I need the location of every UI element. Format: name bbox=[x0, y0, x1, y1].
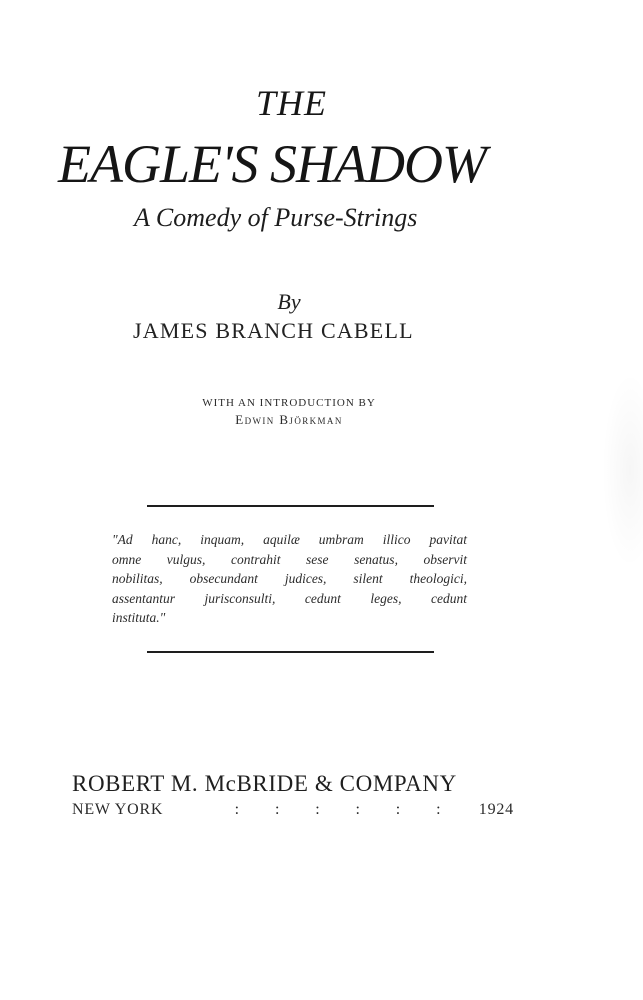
epigraph-line: "Ad hanc, inquam, aquilæ umbram illico pavitat bbox=[112, 532, 467, 547]
imprint-line bbox=[72, 801, 514, 819]
by-label: By bbox=[277, 289, 301, 314]
author-name: JAMES BRANCH CABELL bbox=[133, 318, 414, 343]
book-title: EAGLE'S SHADOW bbox=[58, 134, 486, 194]
epigraph bbox=[112, 530, 467, 628]
epigraph-line: nobilitas, obsecundant judices, silent theologici, bbox=[112, 571, 467, 586]
separator: : bbox=[234, 801, 240, 818]
bottom-divider bbox=[147, 651, 434, 653]
book-subtitle: A Comedy of Purse-Strings bbox=[134, 203, 418, 232]
epigraph-line: omne vulgus, contrahit sese senatus, observit bbox=[112, 551, 467, 567]
epigraph-line: assentantur jurisconsulti, cedunt leges, cedunt bbox=[112, 590, 467, 606]
publisher-city: NEW YORK bbox=[72, 801, 164, 818]
separator: : bbox=[355, 801, 361, 818]
publication-year: 1924 bbox=[478, 801, 514, 818]
separator: : bbox=[274, 801, 281, 818]
top-divider bbox=[147, 505, 434, 507]
separator: : bbox=[315, 801, 321, 818]
introduction-label: WITH AN INTRODUCTION BY bbox=[202, 397, 376, 409]
separator: : bbox=[395, 801, 402, 818]
introduction-author: Edwin Björkman bbox=[235, 412, 343, 427]
epigraph-line: instituta." bbox=[112, 610, 166, 625]
publisher-name: ROBERT M. McBRIDE & COMPANY bbox=[72, 771, 457, 796]
title-line-the: THE bbox=[255, 83, 327, 123]
separator: : bbox=[436, 801, 442, 818]
